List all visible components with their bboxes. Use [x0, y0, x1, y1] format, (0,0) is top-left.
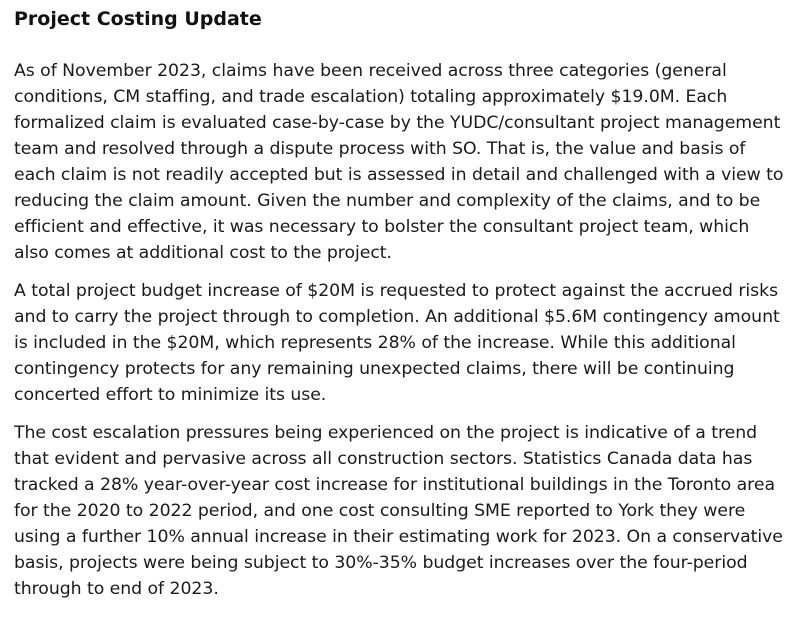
document-title: Project Costing Update [14, 8, 262, 30]
paragraph-cost-escalation: The cost escalation pressures being experienced on the project is indicative of a trend that evident and pervasive across all construction sectors. Statistics Canada data has tracked a 28% year-over-year cost increase for institutional buildings in the Toronto area for the 2020 to 2022 period, and one cost consulting SME reported to York they were using a further 10% annual increase in their estimating work for 2023. On a conservative basis, projects were being subject to 30%-35% budget increases over the four-period through to end of 2023. [14, 423, 783, 599]
paragraph-claims: As of November 2023, claims have been received across three categories (general conditions, CM staffing, and trade escalation) totaling approximately $19.0M. Each formalized claim is evaluated case-by-case by the YUDC/consultant project management team and resolved through a dispute process with SO. That is, the value and basis of each claim is not readily accepted but is assessed in detail and challenged with a view to reducing the claim amount. Given the number and complexity of the claims, and to be efficient and effective, it was necessary to bolster the consultant project team, which also comes at additional cost to the project. [14, 61, 784, 263]
paragraph-budget-increase: A total project budget increase of $20M is requested to protect against the accrued risks and to carry the project through to completion. An additional $5.6M contingency amount is included in the $20M, which represents 28% of the increase. While this additional contingency protects for any remaining unexpected claims, there will be continuing concerted effort to minimize its use. [14, 281, 780, 405]
